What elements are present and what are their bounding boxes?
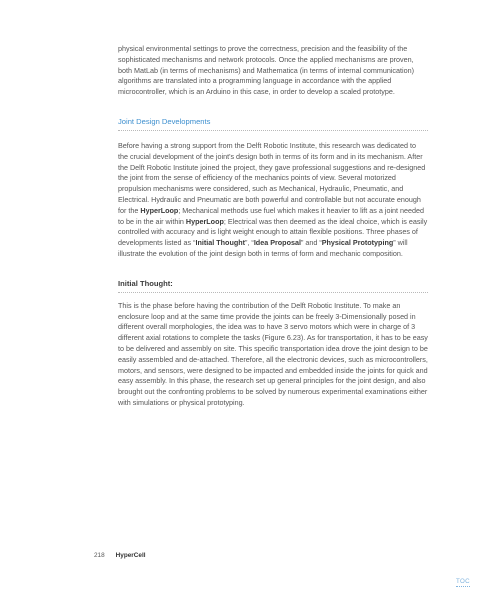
book-title: HyperCell (115, 552, 146, 559)
section-heading-joint-design: Joint Design Developments (118, 117, 428, 131)
bold-term-hyperloop: HyperLoop (185, 216, 224, 226)
joint-design-paragraph (118, 141, 428, 260)
text-run: ”, “ (245, 238, 254, 248)
intro-paragraph: physical environmental settings to prove the correctness, precision and the feasibility of the sophisticated mechanisms and network protocols. Once the applied mechanisms are proven, both MatLab (in terms of mechanisms) and Mathematica (in terms of internal communication) algorithms are translated into a programming language in accordance with the applied microcontroller, which is an Arduino in this case, in order to develop a scaled prototype. (118, 44, 415, 97)
bold-term-physical-prototyping: Physical Prototyping (321, 238, 394, 248)
bold-term-idea-proposal: Idea Proposal (253, 238, 301, 248)
text-run: ; Mechanical methods use fuel which makes it heavier to lift as a joint needed to be in the air within (118, 205, 425, 226)
page-number: 218 (94, 552, 105, 559)
initial-thought-paragraph: This is the phase before having the contribution of the Delft Robotic Institute. To make an enclosure loop and at the same time provide the joints can be freely 3-Dimensionally posed in different overall morphologies, the idea was to have 3 servo motors which were in charge of 3 different axial rotations to complete the tasks (Figure 6.23). As for transportation, it has to be easy to be delivered and assembly on site. This specific transportation idea drove the joint design to be easily assembled and de-attached. Therefore, all the electronic devices, such as microcontrollers, motors, and sensors, were designed to be impacted and embedded inside the joints for quick and easy assembly. In this phase, the research set up general principles for the joint design, and also brought out the confronting problems to be solved by numerous experimental examinations either with simulations or physical prototyping. (118, 300, 428, 407)
page-content (118, 44, 428, 409)
toc-link[interactable]: TOC (456, 578, 470, 585)
text-run: ; Electrical was then deemed as the ideal choice, which is easily controlled with accuracy and is light weight enough to attain flexible positions. Three phases of developments listed as “ (118, 216, 428, 248)
bold-term-initial-thought: Initial Thought (195, 238, 246, 248)
text-run: Before having a strong support from the Delft Robotic Institute, this research was dedicated to the crucial development of the joint's design both in terms of its form and in its mechanism. After the Delft Robotic Institute joined the project, they gave professional suggestions and re-designed the joint from the sense of efficiency of the mechanics points of view. Several motorized propulsion mechanisms were considered, such as Mechanical, Hydraulic, Pneumatic, and Electrical. Hydraulic and Pneumatic are both powerful and controllable but not accurate enough for the (118, 140, 426, 215)
text-run: ” will illustrate the evolution of the joint design both in terms of form and mechanic composition. (118, 238, 408, 258)
section-heading-initial-thought: Initial Thought: (118, 279, 428, 293)
page-footer (94, 552, 146, 559)
text-run: ” and “ (300, 238, 322, 248)
bold-term-hyperloop: HyperLoop (140, 205, 179, 215)
